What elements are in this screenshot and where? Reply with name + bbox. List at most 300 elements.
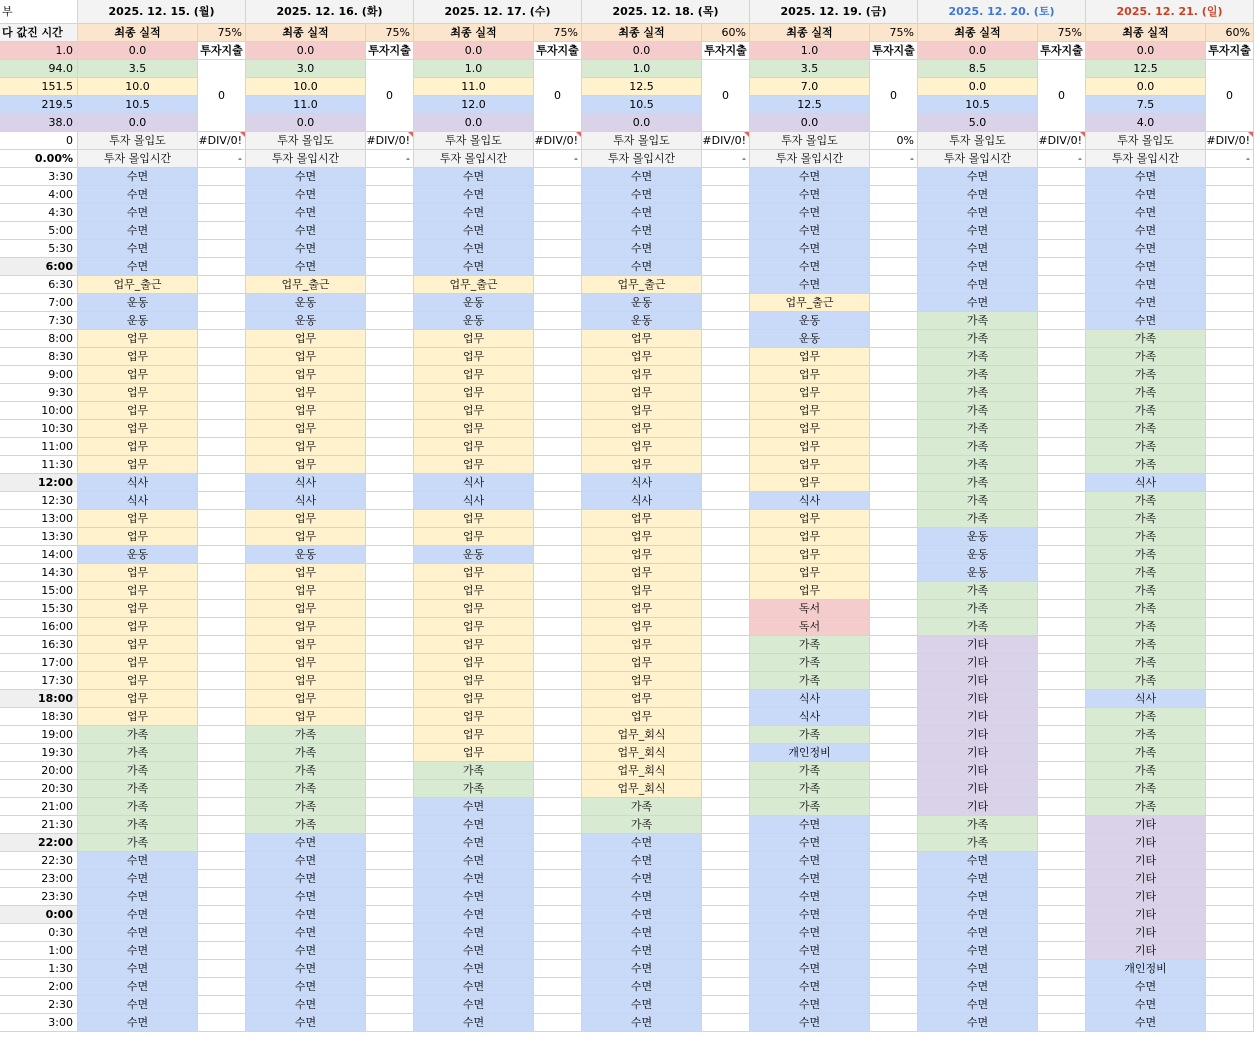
slot-note[interactable] [1038, 726, 1086, 744]
time-slot[interactable]: 운동 [918, 564, 1038, 582]
time-slot[interactable]: 가족 [1086, 528, 1206, 546]
time-label[interactable]: 7:30 [0, 312, 78, 330]
slot-note[interactable] [1206, 708, 1254, 726]
result-label[interactable]: 최종 실적 [750, 24, 870, 42]
time-label[interactable]: 4:00 [0, 186, 78, 204]
slot-note[interactable] [1206, 366, 1254, 384]
time-slot[interactable]: 업무 [582, 366, 702, 384]
time-slot[interactable]: 수면 [414, 798, 534, 816]
slot-note[interactable] [702, 294, 750, 312]
time-slot[interactable]: 수면 [918, 852, 1038, 870]
slot-note[interactable] [702, 888, 750, 906]
time-label[interactable]: 13:00 [0, 510, 78, 528]
slot-note[interactable] [1038, 780, 1086, 798]
time-slot[interactable]: 수면 [1086, 186, 1206, 204]
slot-note[interactable] [1206, 924, 1254, 942]
slot-note[interactable] [1206, 744, 1254, 762]
time-slot[interactable]: 독서 [750, 600, 870, 618]
slot-note[interactable] [1206, 798, 1254, 816]
result-label[interactable]: 최종 실적 [246, 24, 366, 42]
time-slot[interactable]: 업무 [414, 654, 534, 672]
slot-note[interactable] [198, 672, 246, 690]
time-slot[interactable]: 수면 [246, 1014, 366, 1032]
time-slot[interactable]: 업무 [246, 690, 366, 708]
time-slot[interactable]: 가족 [918, 438, 1038, 456]
time-slot[interactable]: 업무 [750, 366, 870, 384]
slot-note[interactable] [198, 690, 246, 708]
slot-note[interactable] [1206, 852, 1254, 870]
slot-note[interactable] [366, 924, 414, 942]
time-slot[interactable]: 업무 [414, 456, 534, 474]
time-slot[interactable]: 수면 [1086, 204, 1206, 222]
time-slot[interactable]: 수면 [246, 222, 366, 240]
time-slot[interactable]: 수면 [414, 222, 534, 240]
time-slot[interactable]: 수면 [78, 240, 198, 258]
slot-note[interactable] [534, 564, 582, 582]
time-slot[interactable]: 업무 [582, 564, 702, 582]
slot-note[interactable] [702, 1014, 750, 1032]
slot-note[interactable] [1206, 618, 1254, 636]
slot-note[interactable] [702, 906, 750, 924]
percent-value[interactable]: 75% [870, 24, 918, 42]
slot-note[interactable] [366, 510, 414, 528]
time-slot[interactable]: 업무 [414, 600, 534, 618]
time-slot[interactable]: 운동 [78, 294, 198, 312]
time-slot[interactable]: 운동 [246, 546, 366, 564]
time-slot[interactable]: 가족 [246, 744, 366, 762]
time-label[interactable]: 5:30 [0, 240, 78, 258]
time-slot[interactable]: 업무 [582, 456, 702, 474]
slot-note[interactable] [366, 762, 414, 780]
time-slot[interactable]: 수면 [246, 204, 366, 222]
left-stat-1[interactable]: 94.0 [0, 60, 78, 78]
time-label[interactable]: 12:30 [0, 492, 78, 510]
slot-note[interactable] [702, 330, 750, 348]
slot-note[interactable] [366, 438, 414, 456]
slot-note[interactable] [702, 654, 750, 672]
slot-note[interactable] [1206, 582, 1254, 600]
slot-note[interactable] [1206, 942, 1254, 960]
slot-note[interactable] [1038, 816, 1086, 834]
time-label[interactable]: 7:00 [0, 294, 78, 312]
left-stat-0[interactable]: 1.0 [0, 42, 78, 60]
slot-note[interactable] [534, 960, 582, 978]
time-label[interactable]: 18:00 [0, 690, 78, 708]
day-date-header[interactable]: 2025. 12. 17. (수) [414, 0, 582, 24]
slot-note[interactable] [366, 798, 414, 816]
time-slot[interactable]: 수면 [750, 960, 870, 978]
time-slot[interactable]: 업무 [246, 654, 366, 672]
time-slot[interactable]: 운동 [78, 312, 198, 330]
time-slot[interactable]: 업무_출근 [246, 276, 366, 294]
slot-note[interactable] [1206, 384, 1254, 402]
slot-note[interactable] [366, 1014, 414, 1032]
stat-value[interactable]: 0.0 [78, 114, 198, 132]
stat-value[interactable]: 0.0 [414, 42, 534, 60]
stat-value[interactable]: 3.5 [78, 60, 198, 78]
slot-note[interactable] [198, 456, 246, 474]
slot-note[interactable] [534, 708, 582, 726]
time-slot[interactable]: 수면 [1086, 312, 1206, 330]
time-slot[interactable]: 업무 [78, 348, 198, 366]
slot-note[interactable] [870, 294, 918, 312]
immersion-label[interactable]: 투자 몰입도 [582, 132, 702, 150]
time-slot[interactable]: 가족 [918, 402, 1038, 420]
slot-note[interactable] [1038, 690, 1086, 708]
time-slot[interactable]: 수면 [750, 852, 870, 870]
slot-note[interactable] [534, 906, 582, 924]
slot-note[interactable] [198, 924, 246, 942]
time-label[interactable]: 19:30 [0, 744, 78, 762]
time-slot[interactable]: 식사 [414, 492, 534, 510]
time-slot[interactable]: 업무 [582, 510, 702, 528]
slot-note[interactable] [198, 852, 246, 870]
time-slot[interactable]: 업무 [582, 618, 702, 636]
slot-note[interactable] [1206, 726, 1254, 744]
time-slot[interactable]: 가족 [918, 456, 1038, 474]
time-label[interactable]: 20:00 [0, 762, 78, 780]
time-label[interactable]: 15:00 [0, 582, 78, 600]
left-stat-4[interactable]: 38.0 [0, 114, 78, 132]
slot-note[interactable] [1206, 996, 1254, 1014]
slot-note[interactable] [198, 1014, 246, 1032]
time-slot[interactable]: 수면 [750, 240, 870, 258]
slot-note[interactable] [198, 222, 246, 240]
time-slot[interactable]: 가족 [1086, 744, 1206, 762]
slot-note[interactable] [1206, 834, 1254, 852]
time-label[interactable]: 11:00 [0, 438, 78, 456]
slot-note[interactable] [1038, 960, 1086, 978]
slot-note[interactable] [1038, 852, 1086, 870]
slot-note[interactable] [198, 708, 246, 726]
slot-note[interactable] [1038, 222, 1086, 240]
slot-note[interactable] [366, 564, 414, 582]
stat-value[interactable]: 11.0 [414, 78, 534, 96]
slot-note[interactable] [198, 582, 246, 600]
time-slot[interactable]: 업무 [414, 708, 534, 726]
time-slot[interactable]: 수면 [750, 834, 870, 852]
slot-note[interactable] [198, 888, 246, 906]
time-slot[interactable]: 기타 [918, 654, 1038, 672]
slot-note[interactable] [1038, 492, 1086, 510]
time-slot[interactable]: 가족 [78, 816, 198, 834]
time-slot[interactable]: 수면 [1086, 996, 1206, 1014]
time-slot[interactable]: 기타 [918, 780, 1038, 798]
time-slot[interactable]: 운동 [414, 546, 534, 564]
slot-note[interactable] [870, 456, 918, 474]
time-label[interactable]: 2:00 [0, 978, 78, 996]
time-slot[interactable]: 가족 [414, 762, 534, 780]
slot-note[interactable] [198, 744, 246, 762]
time-slot[interactable]: 업무 [582, 438, 702, 456]
slot-note[interactable] [870, 546, 918, 564]
time-slot[interactable]: 업무 [414, 528, 534, 546]
time-slot[interactable]: 업무 [582, 528, 702, 546]
time-slot[interactable]: 업무 [78, 672, 198, 690]
stat-value[interactable]: 0.0 [246, 114, 366, 132]
time-slot[interactable]: 업무 [78, 690, 198, 708]
slot-note[interactable] [534, 294, 582, 312]
slot-note[interactable] [870, 438, 918, 456]
stat-value[interactable]: 0.0 [78, 42, 198, 60]
slot-note[interactable] [1038, 942, 1086, 960]
slot-note[interactable] [870, 780, 918, 798]
time-slot[interactable]: 가족 [918, 582, 1038, 600]
slot-note[interactable] [534, 348, 582, 366]
time-slot[interactable]: 가족 [1086, 510, 1206, 528]
slot-note[interactable] [366, 348, 414, 366]
slot-note[interactable] [1038, 420, 1086, 438]
slot-note[interactable] [366, 330, 414, 348]
slot-note[interactable] [870, 798, 918, 816]
slot-note[interactable] [198, 168, 246, 186]
time-slot[interactable]: 수면 [918, 870, 1038, 888]
time-slot[interactable]: 가족 [918, 348, 1038, 366]
immersion-time-label[interactable]: 투자 몰입시간 [918, 150, 1038, 168]
slot-note[interactable] [1038, 294, 1086, 312]
slot-note[interactable] [702, 420, 750, 438]
slot-note[interactable] [702, 744, 750, 762]
time-slot[interactable]: 가족 [246, 798, 366, 816]
slot-note[interactable] [702, 474, 750, 492]
slot-note[interactable] [534, 330, 582, 348]
time-slot[interactable]: 수면 [1086, 276, 1206, 294]
time-label[interactable]: 12:00 [0, 474, 78, 492]
immersion-label[interactable]: 투자 몰입도 [414, 132, 534, 150]
time-slot[interactable]: 수면 [918, 204, 1038, 222]
time-slot[interactable]: 기타 [1086, 942, 1206, 960]
slot-note[interactable] [1038, 348, 1086, 366]
slot-note[interactable] [534, 834, 582, 852]
time-label[interactable]: 0:00 [0, 906, 78, 924]
slot-note[interactable] [1206, 474, 1254, 492]
time-slot[interactable]: 수면 [582, 942, 702, 960]
time-slot[interactable]: 식사 [1086, 690, 1206, 708]
time-slot[interactable]: 업무 [246, 564, 366, 582]
slot-note[interactable] [366, 420, 414, 438]
time-slot[interactable]: 수면 [918, 294, 1038, 312]
slot-note[interactable] [1038, 186, 1086, 204]
time-slot[interactable]: 업무 [582, 582, 702, 600]
time-slot[interactable]: 업무 [78, 438, 198, 456]
time-slot[interactable]: 수면 [78, 924, 198, 942]
slot-note[interactable] [366, 474, 414, 492]
time-slot[interactable]: 수면 [582, 258, 702, 276]
time-slot[interactable]: 가족 [1086, 546, 1206, 564]
time-slot[interactable]: 수면 [246, 186, 366, 204]
slot-note[interactable] [534, 852, 582, 870]
time-slot[interactable]: 식사 [1086, 474, 1206, 492]
slot-note[interactable] [198, 510, 246, 528]
slot-note[interactable] [366, 906, 414, 924]
invest-label[interactable]: 투자지출 [534, 42, 582, 60]
slot-note[interactable] [870, 204, 918, 222]
time-label[interactable]: 13:30 [0, 528, 78, 546]
time-slot[interactable]: 수면 [750, 168, 870, 186]
slot-note[interactable] [1038, 582, 1086, 600]
time-slot[interactable]: 가족 [750, 726, 870, 744]
time-label[interactable]: 8:00 [0, 330, 78, 348]
time-slot[interactable]: 업무 [750, 528, 870, 546]
slot-note[interactable] [1038, 996, 1086, 1014]
time-slot[interactable]: 가족 [1086, 330, 1206, 348]
time-slot[interactable]: 수면 [582, 186, 702, 204]
slot-note[interactable] [366, 582, 414, 600]
time-slot[interactable]: 업무 [414, 384, 534, 402]
time-slot[interactable]: 운동 [246, 294, 366, 312]
immersion-value[interactable]: 0% [870, 132, 918, 150]
time-slot[interactable]: 수면 [582, 888, 702, 906]
slot-note[interactable] [870, 690, 918, 708]
slot-note[interactable] [1206, 672, 1254, 690]
slot-note[interactable] [870, 402, 918, 420]
immersion-value[interactable]: #DIV/0! [198, 132, 246, 150]
slot-note[interactable] [1206, 816, 1254, 834]
slot-note[interactable] [870, 492, 918, 510]
slot-note[interactable] [198, 312, 246, 330]
slot-note[interactable] [1038, 924, 1086, 942]
time-slot[interactable]: 수면 [750, 906, 870, 924]
time-slot[interactable]: 수면 [246, 888, 366, 906]
time-slot[interactable]: 업무 [582, 708, 702, 726]
slot-note[interactable] [1206, 528, 1254, 546]
time-slot[interactable]: 가족 [1086, 402, 1206, 420]
stat-value[interactable]: 3.5 [750, 60, 870, 78]
time-slot[interactable]: 운동 [582, 294, 702, 312]
time-slot[interactable]: 업무 [246, 600, 366, 618]
slot-note[interactable] [702, 312, 750, 330]
time-label[interactable]: 22:00 [0, 834, 78, 852]
slot-note[interactable] [870, 330, 918, 348]
time-slot[interactable]: 수면 [246, 924, 366, 942]
time-slot[interactable]: 운동 [414, 294, 534, 312]
time-label[interactable]: 3:00 [0, 1014, 78, 1032]
slot-note[interactable] [366, 402, 414, 420]
time-slot[interactable]: 업무 [582, 672, 702, 690]
slot-note[interactable] [870, 726, 918, 744]
slot-note[interactable] [366, 672, 414, 690]
immersion-label[interactable]: 투자 몰입도 [246, 132, 366, 150]
slot-note[interactable] [198, 402, 246, 420]
time-slot[interactable]: 가족 [1086, 564, 1206, 582]
time-slot[interactable]: 기타 [918, 744, 1038, 762]
day-date-header[interactable]: 2025. 12. 16. (화) [246, 0, 414, 24]
slot-note[interactable] [1206, 186, 1254, 204]
time-slot[interactable]: 업무_회식 [582, 726, 702, 744]
time-slot[interactable]: 수면 [918, 906, 1038, 924]
time-slot[interactable]: 운동 [414, 312, 534, 330]
invest-value[interactable]: 0 [870, 60, 918, 132]
time-slot[interactable]: 수면 [918, 978, 1038, 996]
slot-note[interactable] [702, 708, 750, 726]
time-slot[interactable]: 업무 [78, 384, 198, 402]
slot-note[interactable] [1038, 474, 1086, 492]
slot-note[interactable] [198, 348, 246, 366]
slot-note[interactable] [1038, 636, 1086, 654]
time-label[interactable]: 6:00 [0, 258, 78, 276]
immersion-time-value[interactable]: - [702, 150, 750, 168]
time-slot[interactable]: 가족 [750, 636, 870, 654]
immersion-time-label[interactable]: 투자 몰입시간 [1086, 150, 1206, 168]
slot-note[interactable] [870, 510, 918, 528]
time-slot[interactable]: 수면 [582, 204, 702, 222]
time-slot[interactable]: 수면 [246, 960, 366, 978]
time-slot[interactable]: 수면 [582, 852, 702, 870]
slot-note[interactable] [870, 708, 918, 726]
slot-note[interactable] [1038, 258, 1086, 276]
time-slot[interactable]: 업무 [582, 690, 702, 708]
time-slot[interactable]: 가족 [78, 744, 198, 762]
percent-value[interactable]: 75% [198, 24, 246, 42]
time-slot[interactable]: 가족 [918, 600, 1038, 618]
time-slot[interactable]: 가족 [918, 420, 1038, 438]
slot-note[interactable] [366, 528, 414, 546]
slot-note[interactable] [702, 852, 750, 870]
time-slot[interactable]: 운동 [582, 312, 702, 330]
time-slot[interactable]: 업무 [246, 438, 366, 456]
slot-note[interactable] [702, 528, 750, 546]
slot-note[interactable] [1038, 330, 1086, 348]
percent-value[interactable]: 75% [534, 24, 582, 42]
time-label[interactable]: 1:00 [0, 942, 78, 960]
slot-note[interactable] [702, 456, 750, 474]
slot-note[interactable] [534, 258, 582, 276]
slot-note[interactable] [702, 582, 750, 600]
time-slot[interactable]: 가족 [1086, 582, 1206, 600]
stat-value[interactable]: 1.0 [582, 60, 702, 78]
slot-note[interactable] [366, 942, 414, 960]
slot-note[interactable] [366, 204, 414, 222]
slot-note[interactable] [1038, 528, 1086, 546]
slot-note[interactable] [366, 186, 414, 204]
stat-value[interactable]: 10.0 [78, 78, 198, 96]
left-header-label[interactable]: 다 값진 시간 [0, 24, 78, 42]
slot-note[interactable] [198, 762, 246, 780]
slot-note[interactable] [702, 618, 750, 636]
slot-note[interactable] [870, 222, 918, 240]
slot-note[interactable] [870, 960, 918, 978]
time-slot[interactable]: 수면 [78, 168, 198, 186]
time-slot[interactable]: 기타 [1086, 816, 1206, 834]
time-slot[interactable]: 수면 [78, 258, 198, 276]
slot-note[interactable] [1038, 312, 1086, 330]
time-slot[interactable]: 가족 [918, 492, 1038, 510]
slot-note[interactable] [1038, 978, 1086, 996]
slot-note[interactable] [1038, 870, 1086, 888]
slot-note[interactable] [702, 492, 750, 510]
time-slot[interactable]: 업무 [750, 474, 870, 492]
time-slot[interactable]: 개인정비 [750, 744, 870, 762]
slot-note[interactable] [702, 960, 750, 978]
result-label[interactable]: 최종 실적 [414, 24, 534, 42]
time-slot[interactable]: 업무 [414, 744, 534, 762]
time-slot[interactable]: 독서 [750, 618, 870, 636]
time-slot[interactable]: 수면 [78, 996, 198, 1014]
time-slot[interactable]: 수면 [918, 258, 1038, 276]
slot-note[interactable] [1038, 384, 1086, 402]
stat-value[interactable]: 1.0 [414, 60, 534, 78]
slot-note[interactable] [1206, 564, 1254, 582]
immersion-value[interactable]: #DIV/0! [1038, 132, 1086, 150]
percent-value[interactable]: 60% [1206, 24, 1254, 42]
time-slot[interactable]: 수면 [1086, 978, 1206, 996]
slot-note[interactable] [1206, 456, 1254, 474]
time-slot[interactable]: 수면 [918, 240, 1038, 258]
slot-note[interactable] [870, 582, 918, 600]
time-slot[interactable]: 업무 [750, 582, 870, 600]
slot-note[interactable] [534, 618, 582, 636]
time-slot[interactable]: 업무 [582, 546, 702, 564]
